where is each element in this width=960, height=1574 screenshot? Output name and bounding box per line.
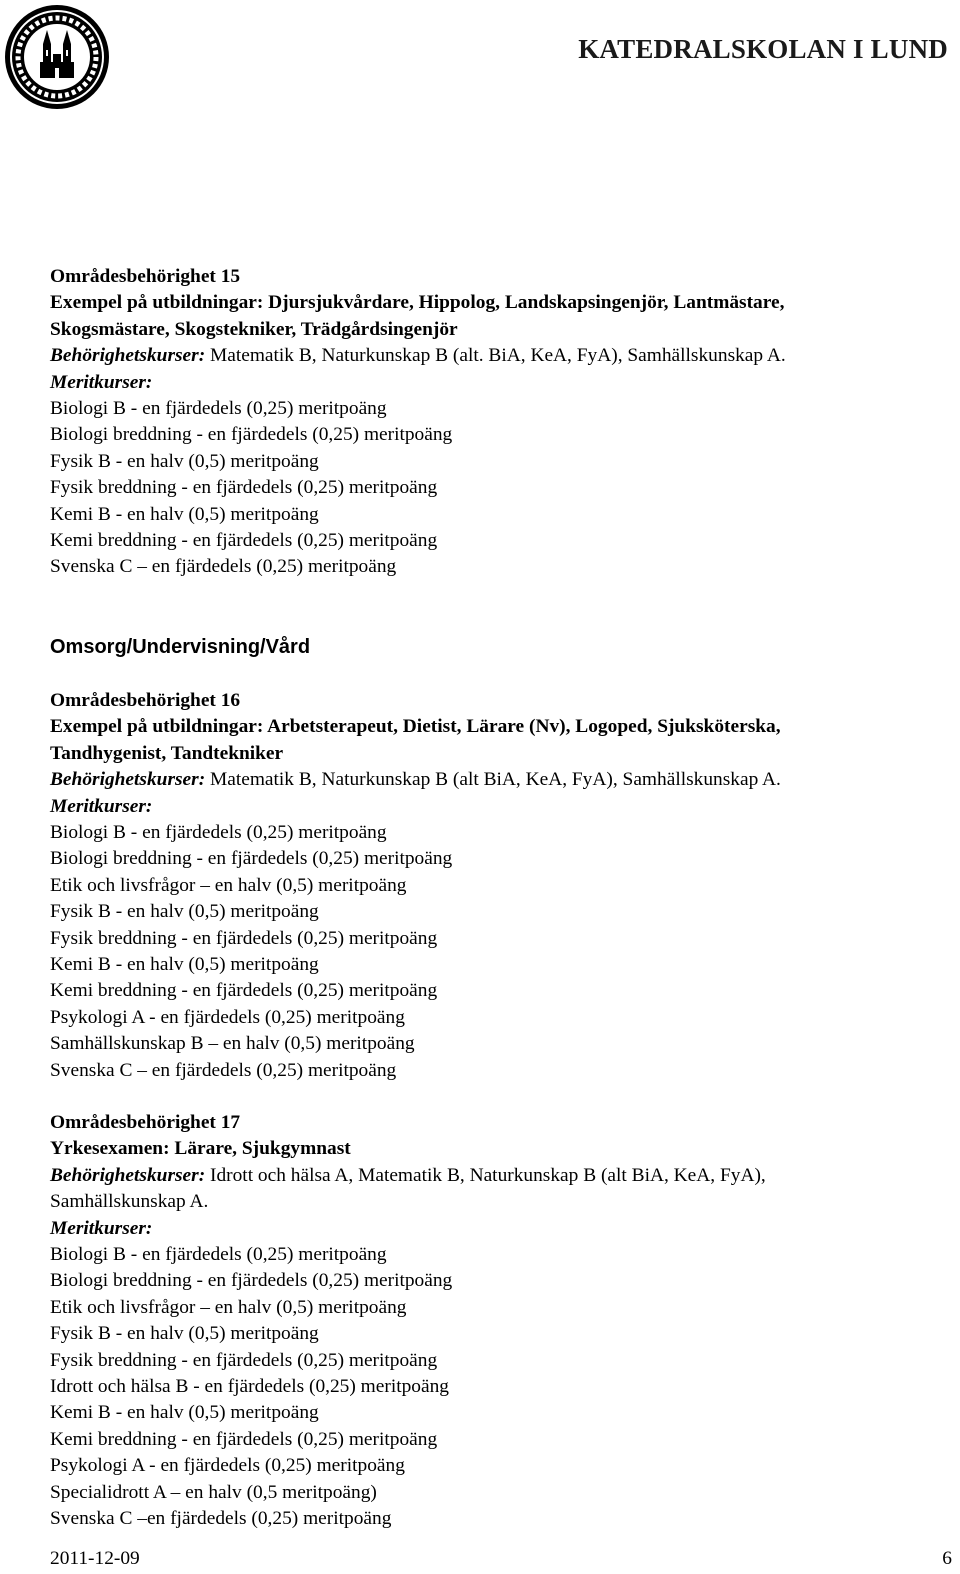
page-number: 6	[942, 1548, 952, 1569]
course-item: Svenska C – en fjärdedels (0,25) meritpoäng	[50, 1059, 397, 1081]
section-15-course-list	[50, 396, 940, 581]
school-name-heading: KATEDRALSKOLAN I LUND	[578, 34, 948, 64]
section-16-examples-line1: Exempel på utbildningar: Arbetsterapeut, Dietist, Lärare (Nv), Logoped, Sjuksköterska,	[50, 716, 781, 738]
section-16-examples-line2: Tandhygenist, Tandtekniker	[50, 742, 284, 764]
section-omradesbehorighet-16	[50, 688, 940, 1084]
course-item: Fysik breddning - en fjärdedels (0,25) meritpoäng	[50, 477, 438, 499]
course-item: Biologi breddning - en fjärdedels (0,25) meritpoäng	[50, 1270, 453, 1292]
course-item: Fysik B - en halv (0,5) meritpoäng	[50, 901, 319, 923]
school-seal-icon	[2, 2, 112, 112]
section-16-merit-label: Meritkurser:	[50, 795, 153, 817]
section-17-merit-label: Meritkurser:	[50, 1217, 153, 1239]
section-17-behorighet-cont: Samhällskunskap A.	[50, 1191, 209, 1213]
section-17-exam-line: Yrkesexamen: Lärare, Sjukgymnast	[50, 1138, 351, 1160]
section-17-behorighet	[50, 1163, 940, 1189]
course-item: Kemi breddning - en fjärdedels (0,25) meritpoäng	[50, 530, 438, 552]
course-item: Biologi B - en fjärdedels (0,25) meritpoäng	[50, 398, 387, 420]
section-15-heading: Områdesbehörighet 15	[50, 266, 241, 287]
behorighet-value: Matematik B, Naturkunskap B (alt BiA, KeA, FyA), Samhällskunskap A.	[205, 769, 781, 791]
course-item: Fysik B - en halv (0,5) meritpoäng	[50, 450, 319, 472]
course-item: Biologi B - en fjärdedels (0,25) meritpoäng	[50, 1244, 387, 1266]
section-16-course-list	[50, 820, 940, 1084]
course-item: Biologi breddning - en fjärdedels (0,25) meritpoäng	[50, 848, 453, 870]
course-item: Kemi B - en halv (0,5) meritpoäng	[50, 503, 319, 525]
course-item: Psykologi A - en fjärdedels (0,25) meritpoäng	[50, 1006, 405, 1028]
section-16-heading: Områdesbehörighet 16	[50, 690, 241, 711]
course-item: Fysik B - en halv (0,5) meritpoäng	[50, 1323, 319, 1345]
category-heading: Omsorg/Undervisning/Vård	[50, 636, 311, 658]
section-15-examples-line1: Exempel på utbildningar: Djursjukvårdare, Hippolog, Landskapsingenjör, Lantmästare,	[50, 292, 785, 314]
course-item: Kemi breddning - en fjärdedels (0,25) meritpoäng	[50, 980, 438, 1002]
section-16-behorighet	[50, 767, 940, 793]
course-item: Fysik breddning - en fjärdedels (0,25) meritpoäng	[50, 1349, 438, 1371]
course-item: Svenska C –en fjärdedels (0,25) meritpoäng	[50, 1508, 392, 1530]
section-omradesbehorighet-17	[50, 1110, 940, 1533]
course-item: Biologi B - en fjärdedels (0,25) meritpoäng	[50, 822, 387, 844]
course-item: Biologi breddning - en fjärdedels (0,25) meritpoäng	[50, 424, 453, 446]
behorighet-label: Behörighetskurser:	[50, 345, 206, 367]
course-item: Psykologi A - en fjärdedels (0,25) meritpoäng	[50, 1455, 405, 1477]
behorighet-label: Behörighetskurser:	[50, 769, 206, 791]
course-item: Kemi B - en halv (0,5) meritpoäng	[50, 954, 319, 976]
section-15-merit-label: Meritkurser:	[50, 371, 153, 393]
section-omradesbehorighet-15	[50, 264, 940, 581]
section-17-course-list	[50, 1242, 940, 1532]
section-15-examples-line2: Skogsmästare, Skogstekniker, Trädgårdsingenjör	[50, 318, 458, 340]
course-item: Etik och livsfrågor – en halv (0,5) meritpoäng	[50, 1296, 407, 1318]
course-item: Fysik breddning - en fjärdedels (0,25) meritpoäng	[50, 927, 438, 949]
course-item: Kemi B - en halv (0,5) meritpoäng	[50, 1402, 319, 1424]
behorighet-value: Matematik B, Naturkunskap B (alt. BiA, KeA, FyA), Samhällskunskap A.	[205, 345, 786, 367]
behorighet-label: Behörighetskurser:	[50, 1164, 206, 1186]
course-item: Svenska C – en fjärdedels (0,25) meritpoäng	[50, 556, 397, 578]
section-17-heading: Områdesbehörighet 17	[50, 1112, 241, 1133]
footer-date: 2011-12-09	[50, 1548, 140, 1569]
course-item: Kemi breddning - en fjärdedels (0,25) meritpoäng	[50, 1428, 438, 1450]
course-item: Idrott och hälsa B - en fjärdedels (0,25) meritpoäng	[50, 1376, 449, 1398]
course-item: Etik och livsfrågor – en halv (0,5) meritpoäng	[50, 874, 407, 896]
course-item: Samhällskunskap B – en halv (0,5) meritpoäng	[50, 1033, 415, 1055]
course-item: Specialidrott A – en halv (0,5 meritpoäng)	[50, 1481, 377, 1503]
section-15-behorighet	[50, 343, 940, 369]
behorighet-value: Idrott och hälsa A, Matematik B, Naturkunskap B (alt BiA, KeA, FyA),	[205, 1164, 766, 1186]
